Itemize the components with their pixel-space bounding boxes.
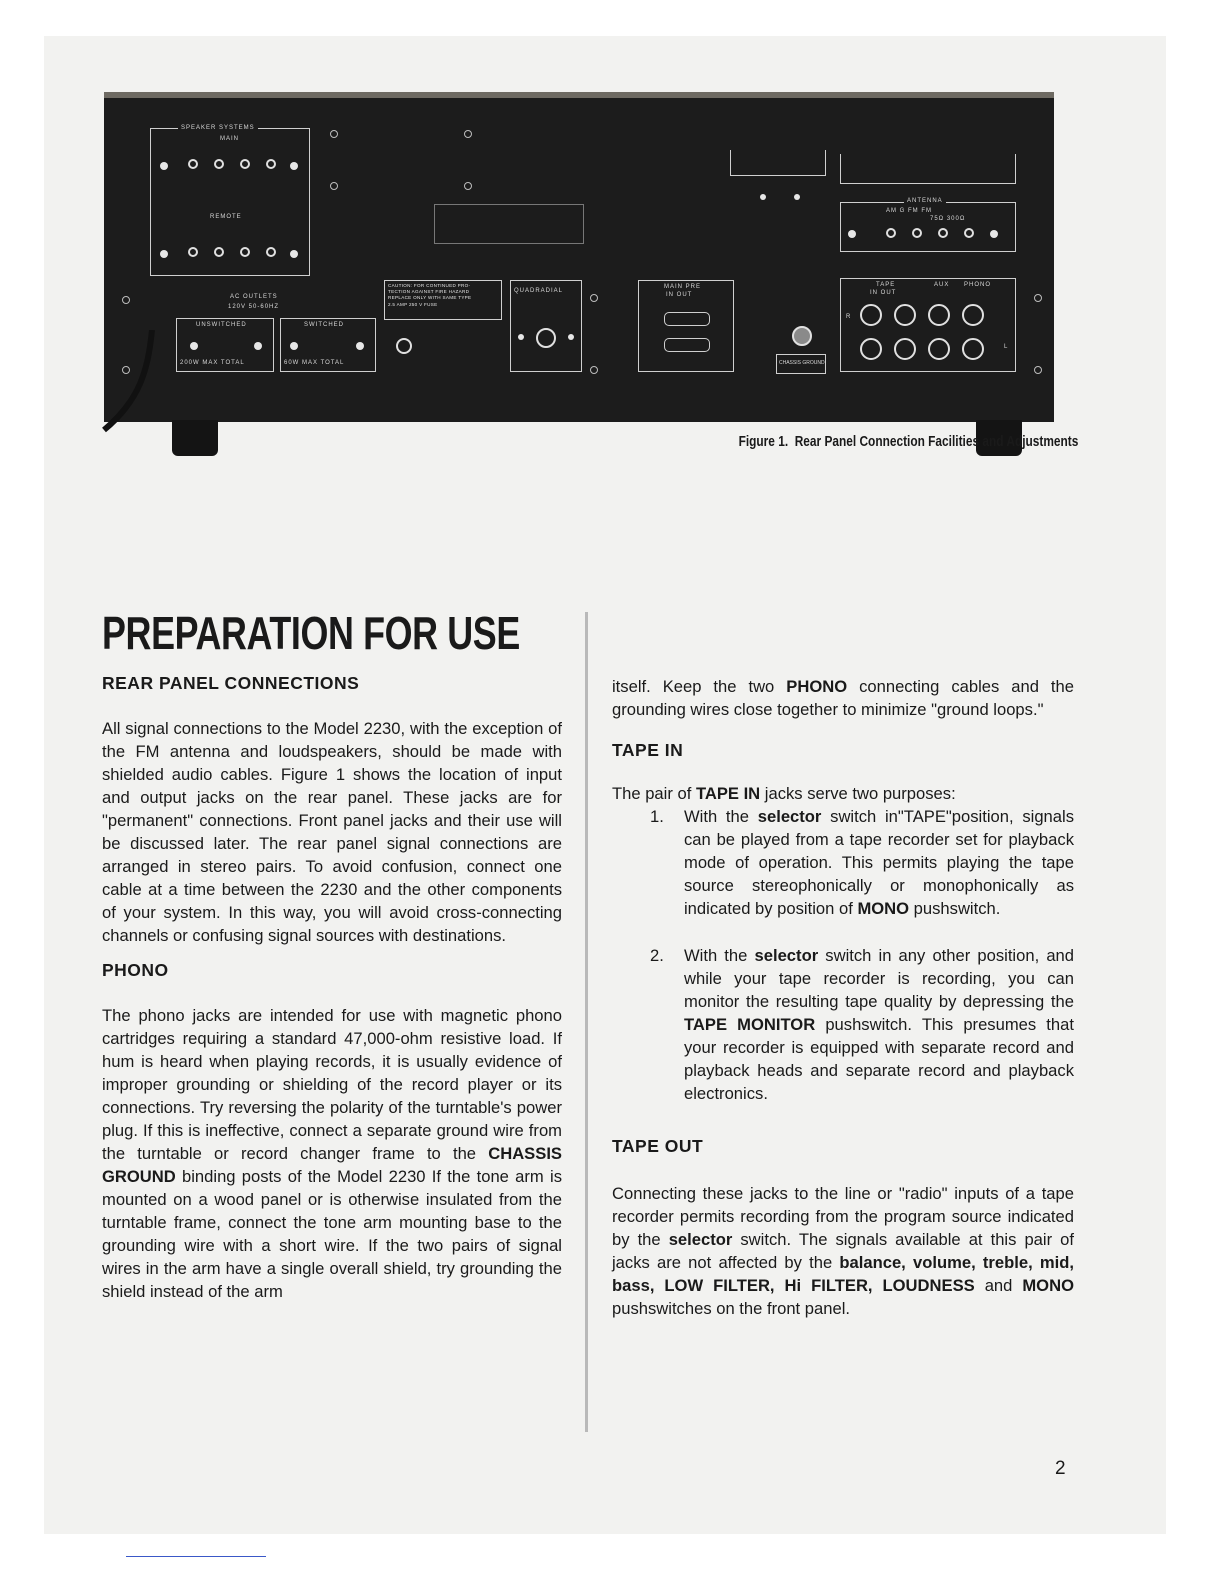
tape-in-text: The pair of — [612, 784, 696, 803]
antenna-terminal — [964, 228, 974, 238]
ac-outlets-label: AC OUTLETS — [230, 294, 278, 300]
tape-out-text: pushswitches on the front panel. — [612, 1299, 850, 1318]
tape-in-intro — [612, 782, 1074, 805]
screw — [330, 130, 338, 138]
tape-in-r-jack — [860, 304, 882, 326]
screw — [122, 296, 130, 304]
continued-paragraph — [612, 675, 1074, 721]
antenna-terminal — [912, 228, 922, 238]
antenna-label: ANTENNA — [904, 198, 946, 204]
phono-label: PHONO — [964, 282, 992, 288]
item-text-bold: selector — [754, 946, 819, 965]
quadradial-socket — [536, 328, 556, 348]
speaker-terminal-block — [150, 128, 310, 276]
outlet-prong — [356, 342, 364, 350]
cabinet-foot — [172, 420, 218, 456]
figure-caption — [738, 434, 1078, 450]
tape-in-out-label: IN OUT — [870, 290, 897, 296]
screw — [464, 130, 472, 138]
stray-line — [126, 1556, 266, 1557]
screw — [1034, 294, 1042, 302]
tape-in-list — [612, 805, 1074, 1105]
item-text: switch in"TAPE"position, signals can be played from a tape recorder set for playback mode of operation. This permits playing the tape source stereophonically or monophonically as indicated by position of — [684, 807, 1074, 918]
antenna-terminal — [848, 230, 856, 238]
tape-in-text-bold: TAPE IN — [695, 784, 761, 803]
tape-out-text-bold: selector — [668, 1230, 733, 1249]
tape-out-text-bold: MONO — [1022, 1276, 1074, 1295]
figure-number: Figure 1. — [738, 434, 788, 450]
in-out-label: IN OUT — [666, 292, 693, 298]
tape-in-text: jacks serve two purposes: — [760, 784, 956, 803]
antenna-terminal — [886, 228, 896, 238]
item-text: With the — [684, 807, 758, 826]
fuse-holder — [396, 338, 412, 354]
main-pre-jumper-l — [664, 338, 710, 352]
page-number: 2 — [1055, 1458, 1066, 1479]
aux-l-jack — [928, 338, 950, 360]
power-cord — [100, 330, 160, 440]
speaker-terminal — [188, 159, 198, 169]
phono-text: binding posts of the Model 2230 If the tone arm is mounted on a wood panel or is otherwise insulated from the turntable frame, connect the tone arm mounting base to the grounding wire with a short wire. If the two pairs of signal wires in the arm have a single overall shield, try grounding the shield instead of the arm — [102, 1167, 562, 1301]
phono-l-jack — [962, 338, 984, 360]
tape-out-text-bold: balance, volume, treble, mid, bass, LOW FILTER, Hi FILTER, LOUDNESS — [612, 1253, 1074, 1295]
item-text-bold: TAPE MONITOR — [684, 1015, 816, 1034]
speaker-terminal — [290, 162, 298, 170]
l-channel-label: L — [1004, 344, 1009, 350]
speaker-terminal — [266, 159, 276, 169]
item-text: switch in any other position, and while your tape recorder is recording, you can monitor the resulting tape quality by depressing the — [684, 946, 1075, 1011]
tuner-bracket — [840, 154, 1016, 184]
quadradial-pin — [568, 334, 574, 340]
antenna-terminals-label: AM G FM FM — [886, 208, 932, 214]
tuner-screw — [760, 194, 766, 200]
main-label: MAIN — [220, 136, 239, 142]
speaker-terminal — [214, 159, 224, 169]
tape-label: TAPE — [876, 282, 896, 288]
continued-text: itself. Keep the two — [612, 677, 787, 696]
rear-panel-paragraph: All signal connections to the Model 2230, with the exception of the FM antenna and loudspeakers, should be made with shielded audio cables. Figure 1 shows the location of input and output jacks on the rear panel. These jacks are for "permanent" connections. Front panel jacks and their use will be discussed later. The rear panel signal connections are arranged in stereo pairs. To avoid confusion, connect one cable at a time between the 2230 and the other components of your system. In this way, you will avoid cross-connecting channels or confusing signal sources with destinations. — [102, 719, 562, 945]
screw — [464, 182, 472, 190]
unswitched-max-label: 200W MAX TOTAL — [180, 360, 245, 366]
screw — [330, 182, 338, 190]
speaker-terminal — [214, 247, 224, 257]
rear-panel-heading: REAR PANEL CONNECTIONS — [102, 673, 360, 693]
tape-out-r-jack — [894, 304, 916, 326]
list-number: 1. — [650, 807, 664, 826]
speaker-terminal — [290, 250, 298, 258]
right-column — [612, 675, 1074, 1320]
tuner-bracket — [730, 150, 826, 176]
tape-out-text: switch. The signals available at this pair of jacks are not affected by the — [612, 1230, 1074, 1272]
outlet-prong — [254, 342, 262, 350]
screw — [1034, 366, 1042, 374]
continued-text: connecting cables and the grounding wires close together to minimize "ground loops." — [612, 677, 1074, 719]
model-plate — [434, 204, 584, 244]
tape-out-paragraph — [612, 1182, 1074, 1320]
tape-in-l-jack — [860, 338, 882, 360]
aux-label: AUX — [934, 282, 950, 288]
item-text: pushswitch. This presumes that your recorder is equipped with separate record and playback heads and separate record and playback electronics. — [684, 1015, 1074, 1103]
main-pre-label: MAIN PRE — [664, 284, 702, 290]
item-text: With the — [684, 946, 755, 965]
item-text-bold: MONO — [857, 899, 910, 918]
quadradial-label: QUADRADIAL — [514, 288, 564, 294]
list-item — [612, 805, 1074, 920]
switched-label: SWITCHED — [304, 322, 344, 328]
antenna-ohms-label: 75Ω 300Ω — [930, 216, 966, 222]
list-item — [612, 944, 1074, 1105]
screw — [590, 366, 598, 374]
caution-text: CAUTION: FOR CONTINUED PRO- TECTION AGAINST FIRE HAZARD REPLACE ONLY WITH SAME TYPE 2.5 AMP 250 V FUSE — [388, 283, 472, 307]
chassis-ground-post — [792, 326, 812, 346]
tape-out-l-jack — [894, 338, 916, 360]
tape-out-text: Connecting these jacks to the line or "radio" inputs of a tape recorder permits recording from the program source indicated by the — [612, 1184, 1074, 1249]
antenna-terminal — [938, 228, 948, 238]
phono-heading: PHONO — [102, 960, 169, 980]
quadradial-pin — [518, 334, 524, 340]
rear-panel-photo — [104, 92, 1054, 422]
phono-r-jack — [962, 304, 984, 326]
figure-caption-text: Rear Panel Connection Facilities and Adjustments — [794, 434, 1078, 450]
phono-paragraph — [102, 1004, 562, 1303]
speaker-terminal — [188, 247, 198, 257]
left-column — [102, 672, 562, 1303]
column-divider — [585, 612, 588, 1432]
speaker-systems-label: SPEAKER SYSTEMS — [178, 125, 258, 131]
ac-spec-label: 120V 50-60HZ — [228, 304, 280, 310]
r-channel-label: R — [846, 314, 852, 320]
tuner-screw — [794, 194, 800, 200]
speaker-terminal — [160, 250, 168, 258]
tape-out-heading: TAPE OUT — [612, 1136, 704, 1156]
aux-r-jack — [928, 304, 950, 326]
chassis-ground-label: CHASSIS GROUND — [779, 360, 825, 366]
continued-text-bold: PHONO — [786, 677, 848, 696]
page-title: PREPARATION FOR USE — [102, 607, 520, 659]
remote-label: REMOTE — [210, 214, 242, 220]
speaker-terminal — [240, 159, 250, 169]
speaker-terminal — [266, 247, 276, 257]
list-number: 2. — [650, 946, 664, 965]
speaker-terminal — [160, 162, 168, 170]
screw — [590, 294, 598, 302]
phono-text: The phono jacks are intended for use with magnetic phono cartridges requiring a standard 47,000-ohm resistive load. If hum is heard when playing records, it is usually evidence of improper grounding or shielding of the record player or its connections. Try reversing the polarity of the turntable's power plug. If this is ineffective, connect a separate ground wire from the turntable or record changer frame to the — [102, 1006, 562, 1163]
antenna-terminal — [990, 230, 998, 238]
phono-text-bold: CHASSIS GROUND — [102, 1144, 562, 1186]
unswitched-label: UNSWITCHED — [196, 322, 247, 328]
tape-out-text: and — [974, 1276, 1023, 1295]
speaker-terminal — [240, 247, 250, 257]
tape-in-heading: TAPE IN — [612, 740, 684, 760]
outlet-prong — [190, 342, 198, 350]
switched-max-label: 60W MAX TOTAL — [284, 360, 345, 366]
item-text-bold: selector — [757, 807, 822, 826]
main-pre-jumper-r — [664, 312, 710, 326]
outlet-prong — [290, 342, 298, 350]
item-text: pushswitch. — [909, 899, 1001, 918]
